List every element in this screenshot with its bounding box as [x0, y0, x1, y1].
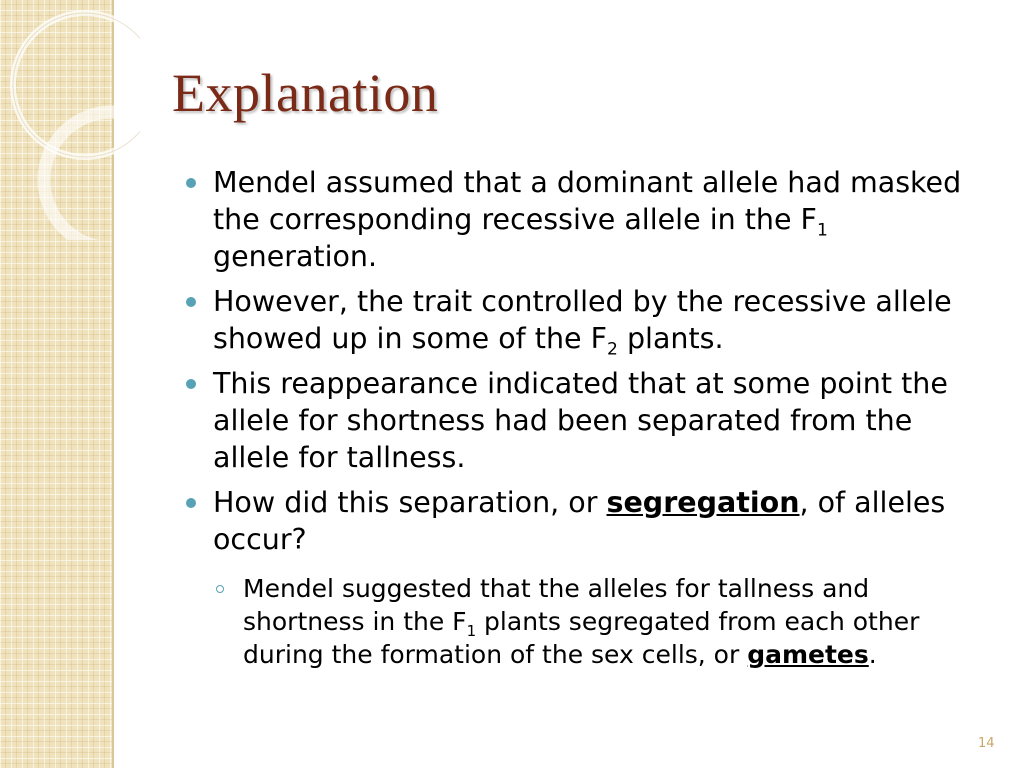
sub-bullet-item	[213, 572, 986, 671]
bullet-item	[186, 164, 986, 275]
bullet-text: This reappearance indicated that at some point the allele for shortness had been separated from the allele for tallness.	[213, 367, 948, 474]
key-term-segregation: segregation	[606, 486, 800, 519]
sub-bullet-text: Mendel suggested that the alleles for tallness and shortness in the $F_1$ plants segregated from each other during the formation of the sex cells, or gametes.	[243, 574, 920, 669]
sub-bullet-list	[213, 572, 986, 671]
bullet-dot-icon	[186, 178, 196, 188]
page-number: 14	[978, 736, 995, 751]
bullet-dot-icon	[186, 297, 196, 307]
sub-bullet-ring-icon	[216, 585, 224, 593]
bullet-dot-icon	[186, 498, 196, 508]
bullet-text: How did this separation, or segregation, of alleles occur?	[213, 486, 946, 556]
bullet-item	[186, 484, 986, 671]
decorative-rings	[0, 0, 140, 240]
bullet-list	[186, 164, 986, 679]
slide-title: Explanation	[172, 63, 439, 123]
bullet-text: Mendel assumed that a dominant allele had masked the corresponding recessive allele in the $F_1$ generation.	[213, 166, 962, 273]
bullet-dot-icon	[186, 379, 196, 389]
bullet-item	[186, 283, 986, 360]
key-term-gametes: gametes	[747, 640, 869, 669]
bullet-text: However, the trait controlled by the recessive allele showed up in some of the $F_2$ plants.	[213, 285, 952, 360]
bullet-item	[186, 365, 986, 476]
